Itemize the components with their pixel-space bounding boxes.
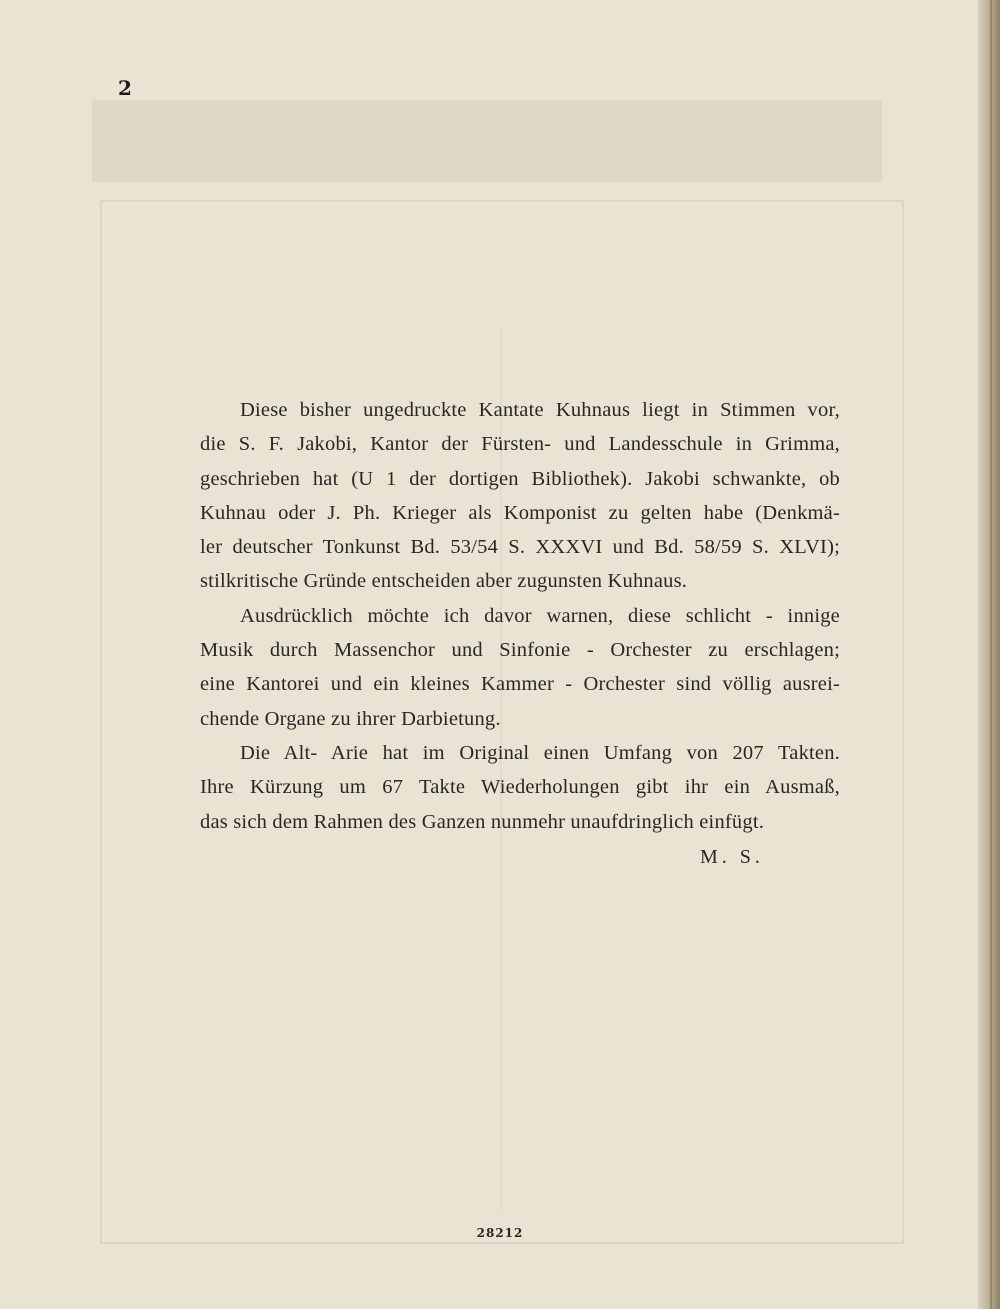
text-line: Die Alt- Arie hat im Original einen Umfang von 207 Takten. [240, 741, 840, 764]
text-line: Musik durch Massenchor und Sinfonie - Orchester zu erschlagen; [200, 639, 840, 662]
plate-number: 28212 [476, 1226, 524, 1240]
paragraph-2 [200, 599, 840, 736]
text-line: eine Kantorei und ein kleines Kammer - Orchester sind völlig ausrei- [200, 673, 840, 696]
preface-text [200, 393, 840, 839]
bleed-through-header [92, 100, 882, 182]
page-edge-line [990, 0, 992, 1309]
text-line: Diese bisher ungedruckte Kantate Kuhnaus liegt in Stimmen vor, [240, 399, 840, 421]
text-line: die S. F. Jakobi, Kantor der Fürsten- und Landesschule in Grimma, [200, 433, 840, 456]
paragraph-3 [200, 736, 840, 839]
text-line: Kuhnau oder J. Ph. Krieger als Komponist zu gelten habe (Denkmä- [200, 501, 840, 524]
text-line: stilkritische Gründe entscheiden aber zugunsten Kuhnaus. [200, 570, 688, 593]
text-line: geschrieben hat (U 1 der dortigen Bibliothek). Jakobi schwankte, ob [200, 467, 840, 490]
signature-initials: M. S. [700, 846, 764, 868]
text-line: Ihre Kürzung um 67 Takte Wiederholungen gibt ihr ein Ausmaß, [200, 776, 840, 799]
text-line: das sich dem Rahmen des Ganzen nunmehr unaufdringlich einfügt. [200, 810, 765, 833]
text-line: ler deutscher Tonkunst Bd. 53/54 S. XXXVI und Bd. 58/59 S. XLVI); [200, 536, 840, 559]
text-line: Ausdrücklich möchte ich davor warnen, diese schlicht - innige [240, 604, 840, 627]
page-edge [978, 0, 1000, 1309]
paragraph-1 [200, 393, 840, 599]
page-number: 2 [118, 76, 132, 100]
text-line: chende Organe zu ihrer Darbietung. [200, 707, 501, 730]
